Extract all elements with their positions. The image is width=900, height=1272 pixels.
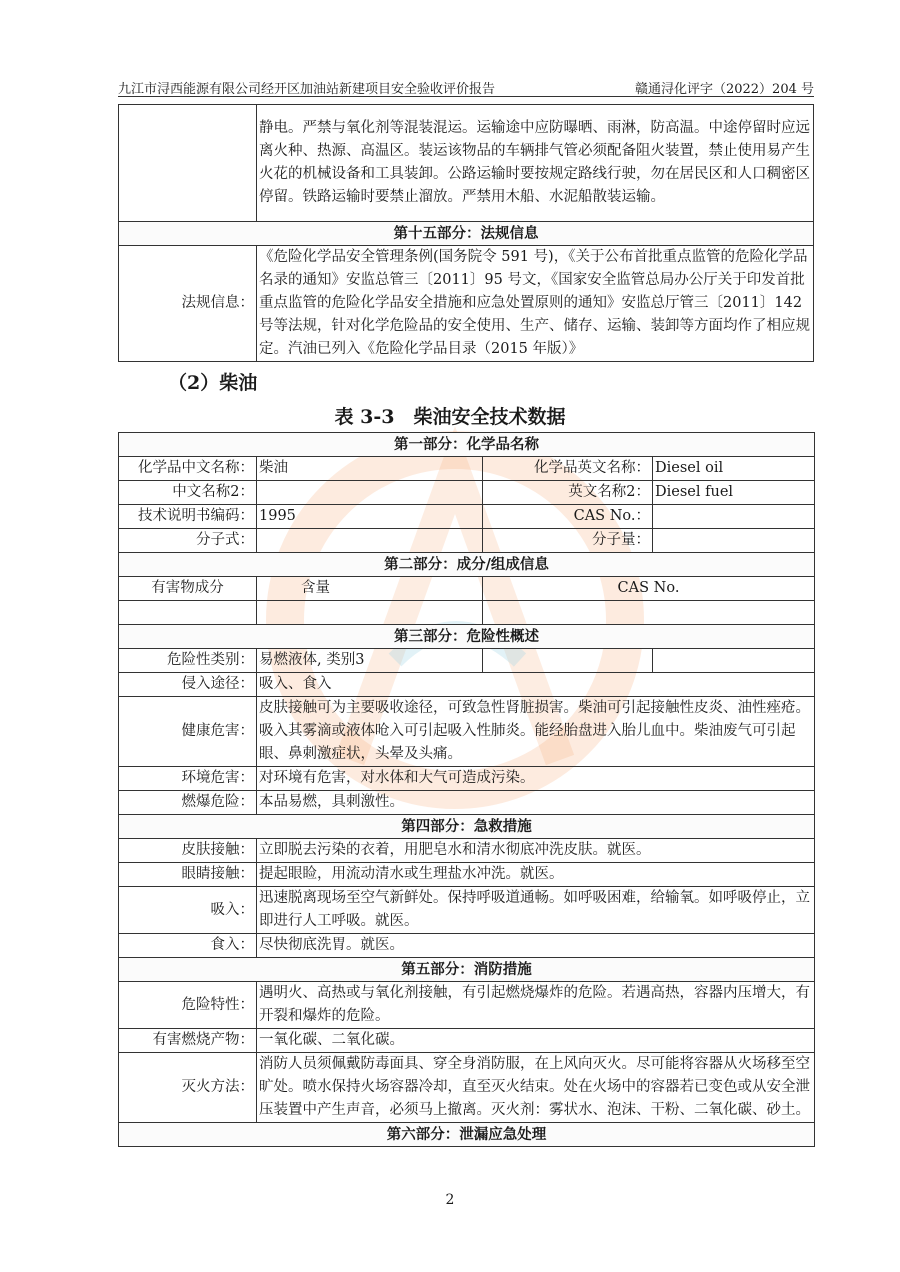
cas-value: [653, 505, 815, 529]
section-15-heading: 第十五部分：法规信息: [119, 222, 814, 246]
env-value: 对环境有危害，对水体和大气可造成污染。: [257, 767, 815, 791]
combust-label: 有害燃烧产物：: [119, 1029, 257, 1053]
section-6-heading: 第六部分：泄漏应急处理: [119, 1123, 815, 1147]
col-component: 有害物成分: [119, 577, 257, 601]
eye-label: 眼睛接触：: [119, 863, 257, 887]
table-row: [119, 505, 815, 529]
table-row: [119, 246, 814, 362]
formula-value: [257, 529, 483, 553]
subheading-diesel: （2）柴油: [168, 372, 258, 394]
regulation-table: [118, 104, 814, 362]
page-number: 2: [445, 1192, 455, 1208]
col-content: 含量: [257, 577, 483, 601]
en-name-label: 化学品英文名称：: [483, 457, 653, 481]
env-label: 环境危害：: [119, 767, 257, 791]
transport-notes: 静电。严禁与氧化剂等混装混运。运输途中应防曝晒、雨淋，防高温。中途停留时应远离火种、热源、高温区。装运该物品的车辆排气管必须配备阻火装置，禁止使用易产生火花的机械设备和工具装卸。公路运输时要按规定路线行驶，勿在居民区和人口稠密区停留。铁路运输时要禁止溜放。严禁用木船、水泥船散装运输。: [257, 105, 814, 222]
table-row: [119, 529, 815, 553]
hazard-class-value: 易燃液体, 类别3: [257, 649, 483, 673]
table-row: [119, 481, 815, 505]
table-row: [119, 767, 815, 791]
table-row: [119, 433, 815, 457]
route-value: 吸入、食入: [257, 673, 815, 697]
table-row: [119, 222, 814, 246]
table-row: [119, 863, 815, 887]
health-value: 皮肤接触可为主要吸收途径，可致急性肾脏损害。柴油可引起接触性皮炎、油性痤疮。吸入其雾滴或液体呛入可引起吸入性肺炎。能经胎盘进入胎儿血中。柴油废气可引起眼、鼻刺激症状，头晕及头痛。: [257, 697, 815, 767]
table-row: [119, 958, 815, 982]
mw-label: 分子量：: [483, 529, 653, 553]
section-1-heading: 第一部分：化学品名称: [119, 433, 815, 457]
page-header: [118, 76, 814, 97]
cn-name2-label: 中文名称2：: [119, 481, 257, 505]
table-row: [119, 553, 815, 577]
table-row: [119, 577, 815, 601]
extinguish-value: 消防人员须佩戴防毒面具、穿全身消防服，在上风向灭火。尽可能将容器从火场移至空旷处。喷水保持火场容器冷却，直至灭火结束。处在火场中的容器若已变色或从安全泄压装置中产生声音，必须马上撤离。灭火剂：雾状水、泡沫、干粉、二氧化碳、砂土。: [257, 1053, 815, 1123]
table-row: [119, 815, 815, 839]
table-row: [119, 457, 815, 481]
empty-cell: [483, 601, 815, 625]
table-row: [119, 791, 815, 815]
formula-label: 分子式：: [119, 529, 257, 553]
en-name2-label: 英文名称2：: [483, 481, 653, 505]
table-row: [119, 934, 815, 958]
mw-value: [653, 529, 815, 553]
regulation-text: 《危险化学品安全管理条例(国务院令 591 号)，《关于公布首批重点监管的危险化学品名录的通知》安监总管三〔2011〕95 号文，《国家安全监管总局办公厅关于印发首批重点监管的危险化学品安全措施和应急处置原则的通知》安监总厅管三〔2011〕142 号等法规，针对化学危险品的安全使用、生产、储存、运输、装卸等方面均作了相应规定。汽油已列入《危险化学品目录（2015 年版）》: [257, 246, 814, 362]
table-row: [119, 887, 815, 934]
regulation-label: 法规信息：: [119, 246, 257, 362]
section-2-heading: 第二部分：成分/组成信息: [119, 553, 815, 577]
col-cas: CAS No.: [483, 577, 815, 601]
health-label: 健康危害：: [119, 697, 257, 767]
fire-label: 燃爆危险：: [119, 791, 257, 815]
eye-value: 提起眼睑，用流动清水或生理盐水冲洗。就医。: [257, 863, 815, 887]
hazard-class-label: 危险性类别：: [119, 649, 257, 673]
tech-code-value: 1995: [257, 505, 483, 529]
section-3-heading: 第三部分：危险性概述: [119, 625, 815, 649]
table-row: [119, 649, 815, 673]
header-report-number: 赣通浔化评字（2022）204 号: [634, 82, 814, 97]
route-label: 侵入途径：: [119, 673, 257, 697]
table-row: [119, 105, 814, 222]
table-row: [119, 1123, 815, 1147]
danger-value: 遇明火、高热或与氧化剂接触，有引起燃烧爆炸的危险。若遇高热，容器内压增大，有开裂和爆炸的危险。: [257, 982, 815, 1029]
combust-value: 一氧化碳、二氧化碳。: [257, 1029, 815, 1053]
section-5-heading: 第五部分：消防措施: [119, 958, 815, 982]
extinguish-label: 灭火方法：: [119, 1053, 257, 1123]
table-row: [119, 839, 815, 863]
ingest-value: 尽快彻底洗胃。就医。: [257, 934, 815, 958]
fire-value: 本品易燃，具刺激性。: [257, 791, 815, 815]
table-row: [119, 697, 815, 767]
table-row: [119, 1029, 815, 1053]
table-row: [119, 625, 815, 649]
inhale-label: 吸入：: [119, 887, 257, 934]
empty-cell: [257, 601, 483, 625]
cn-name2-value: [257, 481, 483, 505]
empty-cell: [653, 649, 815, 673]
empty-cell: [119, 601, 257, 625]
inhale-value: 迅速脱离现场至空气新鲜处。保持呼吸道通畅。如呼吸困难，给输氧。如呼吸停止，立即进行人工呼吸。就医。: [257, 887, 815, 934]
section-4-heading: 第四部分：急救措施: [119, 815, 815, 839]
ingest-label: 食入：: [119, 934, 257, 958]
tech-code-label: 技术说明书编码：: [119, 505, 257, 529]
table-row: [119, 673, 815, 697]
empty-label-cell: [119, 105, 257, 222]
skin-label: 皮肤接触：: [119, 839, 257, 863]
table-row: [119, 601, 815, 625]
table-row: [119, 982, 815, 1029]
diesel-safety-table: [118, 432, 815, 1147]
table-caption: 表 3-3 柴油安全技术数据: [334, 406, 566, 428]
en-name-value: Diesel oil: [653, 457, 815, 481]
danger-label: 危险特性：: [119, 982, 257, 1029]
cn-name-value: 柴油: [257, 457, 483, 481]
en-name2-value: Diesel fuel: [653, 481, 815, 505]
skin-value: 立即脱去污染的衣着，用肥皂水和清水彻底冲洗皮肤。就医。: [257, 839, 815, 863]
table-row: [119, 1053, 815, 1123]
header-report-title: 九江市浔西能源有限公司经开区加油站新建项目安全验收评价报告: [118, 82, 496, 97]
cn-name-label: 化学品中文名称：: [119, 457, 257, 481]
empty-cell: [483, 649, 653, 673]
cas-label: CAS No.：: [483, 505, 653, 529]
